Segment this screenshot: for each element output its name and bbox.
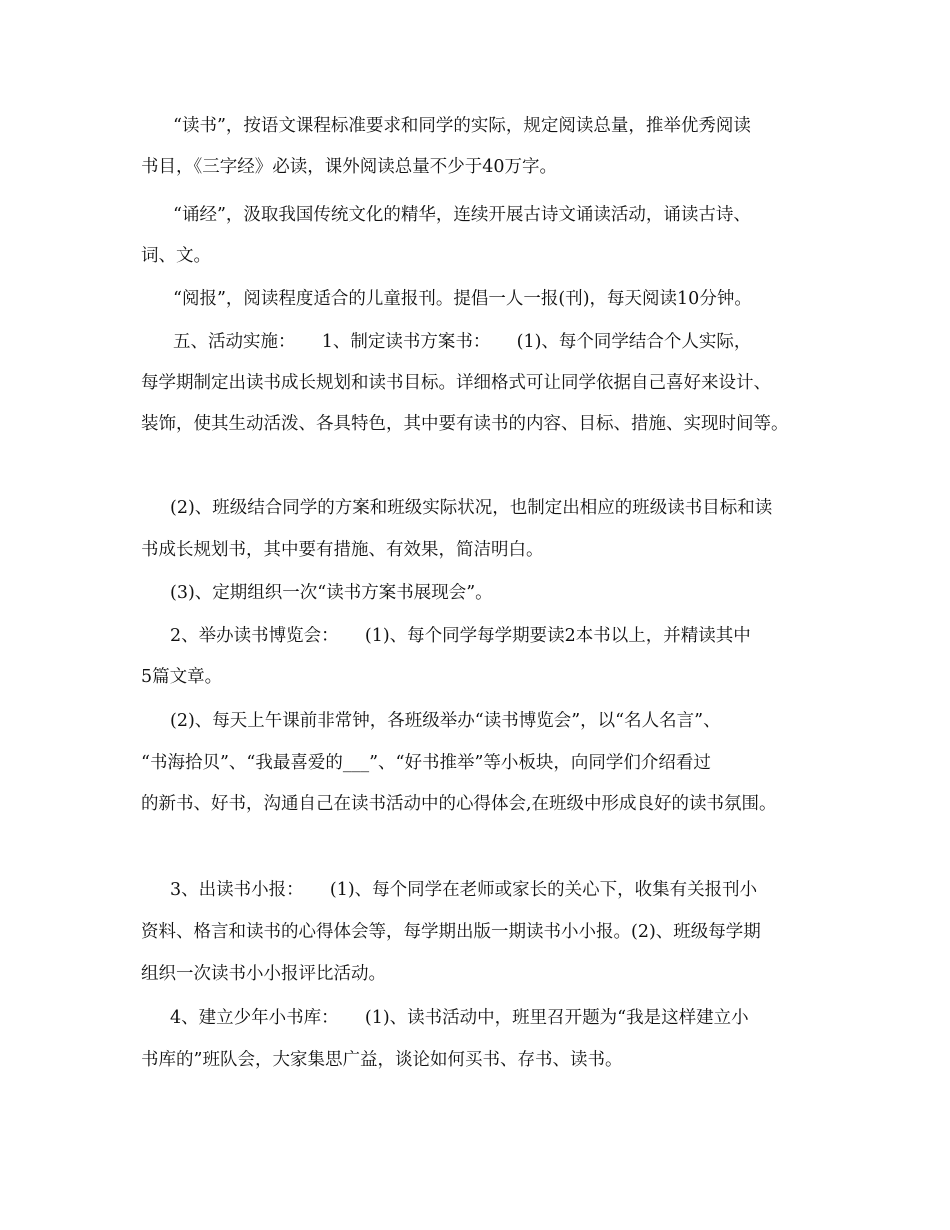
text-line: “阅报”，阅读程度适合的儿童报刊。提倡一人一报(刊)，每天阅读10分钟。 [173, 289, 752, 309]
text-line: 书库的”班队会，大家集思广益，谈论如何买书、存书、读书。 [141, 1050, 623, 1070]
text-line: 五、活动实施： 1、制定读书方案书： (1)、每个同学结合个人实际， [173, 332, 752, 352]
text-line: 每学期制定出读书成长规划和读书目标。详细格式可让同学依据自己喜好来设计、 [141, 373, 771, 393]
text-line: 词、文。 [141, 246, 211, 266]
text-line: 书目，《三字经》必读，课外阅读总量不少于40万字。 [141, 157, 558, 177]
text-line: “诵经”，汲取我国传统文化的精华，连续开展古诗文诵读活动，诵读古诗、 [173, 205, 751, 225]
text-line: 3、出读书小报： (1)、每个同学在老师或家长的关心下，收集有关报刊小 [170, 880, 758, 900]
text-line: 书成长规划书，其中要有措施、有效果，简洁明白。 [141, 540, 544, 560]
text-line: 5篇文章。 [141, 667, 223, 687]
text-line: 4、建立少年小书库： (1)、读书活动中，班里召开题为“我是这样建立小 [170, 1008, 749, 1028]
text-line: (2)、班级结合同学的方案和班级实际状况，也制定出相应的班级读书目标和读 [170, 498, 773, 518]
text-line: 组织一次读书小小报评比活动。 [141, 964, 386, 984]
text-line: (3)、定期组织一次“读书方案书展现会”。 [170, 583, 493, 603]
text-line: 装饰，使其生动活泼、各具特色，其中要有读书的内容、目标、措施、实现时间等。 [141, 414, 789, 434]
text-line: (2)、每天上午课前非常钟，各班级举办“读书博览会”，以“名人名言”、 [170, 711, 721, 731]
text-line: 资料、格言和读书的心得体会等，每学期出版一期读书小小报。(2)、班级每学期 [141, 922, 761, 942]
text-line: 2、举办读书博览会： (1)、每个同学每学期要读2本书以上，并精读其中 [170, 626, 751, 646]
text-line: 的新书、好书，沟通自己在读书活动中的心得体会,在班级中形成良好的读书氛围。 [141, 794, 777, 814]
text-line: “书海拾贝”、“我最喜爱的___”、“好书推举”等小板块，向同学们介绍看过 [141, 753, 711, 773]
text-line: “读书”，按语文课程标准要求和同学的实际，规定阅读总量，推举优秀阅读 [173, 116, 751, 136]
